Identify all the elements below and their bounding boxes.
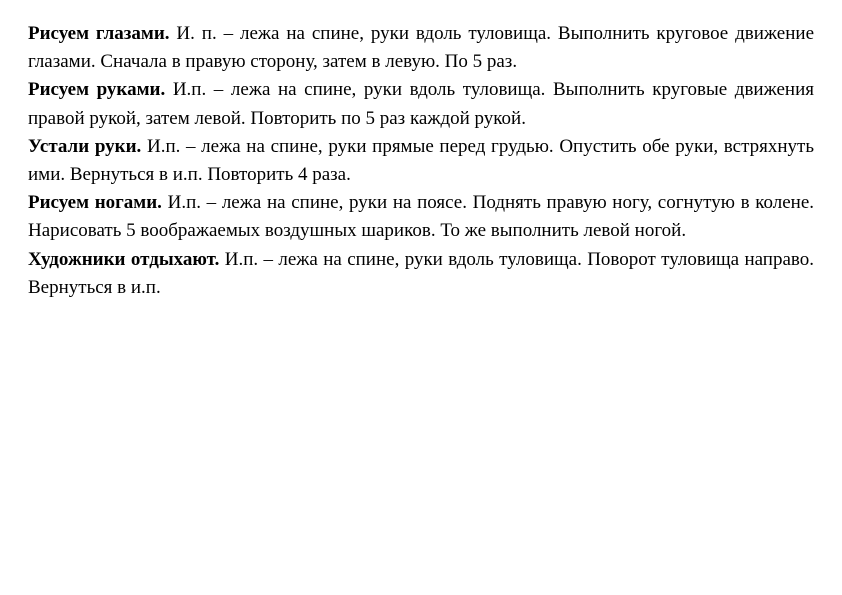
exercise-text: И. п. – лежа на спине, руки вдоль туловища. Выполнить круговое движение глазами. Сначала в правую сторону, затем в левую. По 5 раз. [28, 23, 815, 73]
exercise-heading: Рисуем ногами. [28, 192, 162, 214]
exercise-heading: Художники отдыхают. [28, 248, 220, 270]
exercise-text: И.п. – лежа на спине, руки на поясе. Поднять правую ногу, согнутую в колене. Нарисовать 5 воображаемых воздушных шариков. То же выполнить левой ногой. [28, 192, 815, 242]
exercise-paragraph [28, 76, 814, 132]
document-page [28, 20, 814, 302]
exercise-heading: Устали руки. [28, 135, 142, 157]
exercise-heading: Рисуем руками. [28, 79, 166, 101]
exercise-text: И.п. – лежа на спине, руки прямые перед грудью. Опустить обе руки, встряхнуть ими. Вернуться в и.п. Повторить 4 раза. [28, 135, 815, 186]
exercise-paragraph [28, 20, 814, 76]
exercise-text: И.п. – лежа на спине, руки вдоль туловища. Поворот туловища направо. Вернуться в и.п. [28, 248, 815, 298]
exercise-paragraph [28, 133, 814, 189]
exercise-paragraph [28, 246, 814, 302]
exercise-paragraph [28, 189, 814, 245]
exercise-heading: Рисуем глазами. [28, 23, 170, 44]
exercise-text: И.п. – лежа на спине, руки вдоль туловища. Выполнить круговые движения правой рукой, затем левой. Повторить по 5 раз каждой рукой. [28, 79, 814, 129]
